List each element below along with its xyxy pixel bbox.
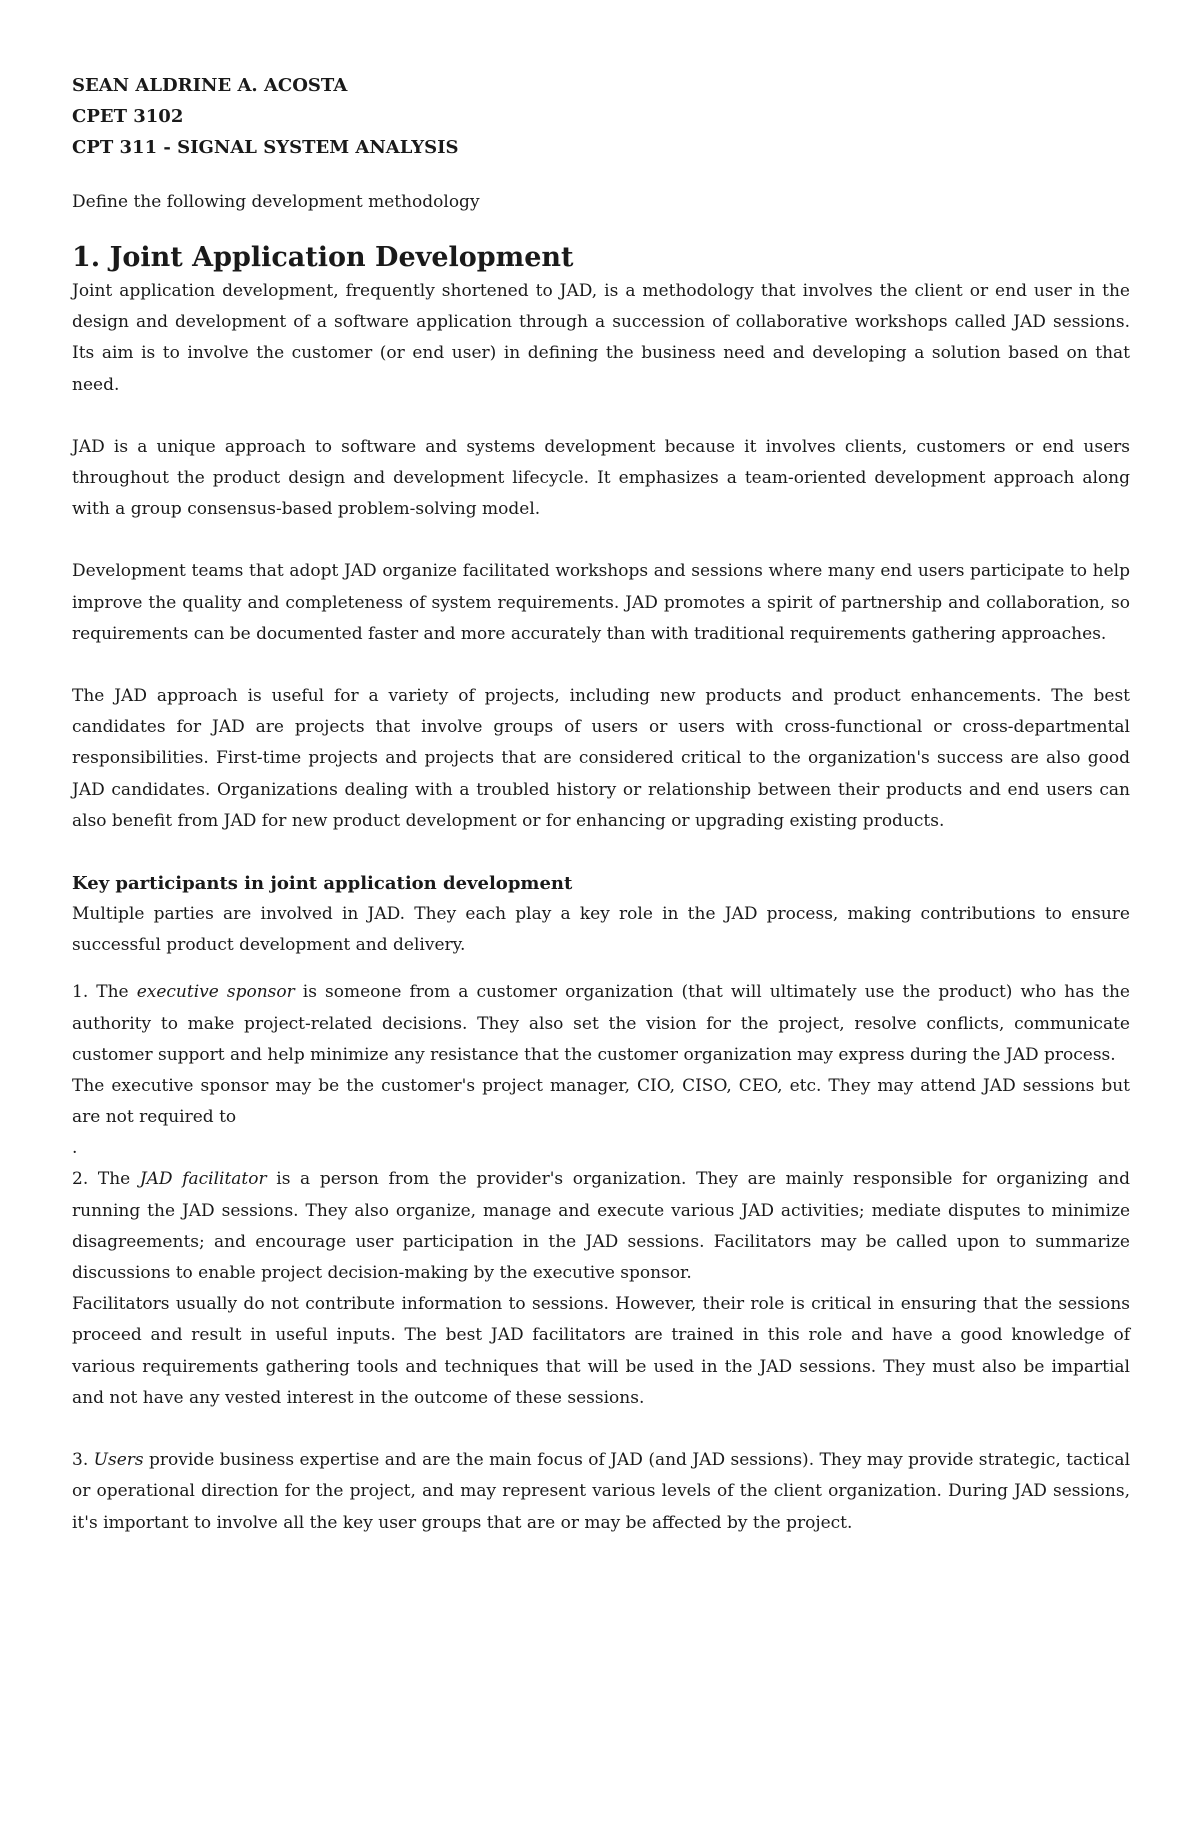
item-prefix: 1. The (72, 982, 137, 1003)
document-page (72, 70, 1130, 1539)
participants-intro: Multiple parties are involved in JAD. They each play a key role in the JAD process, making contributions to ensure successful product development and delivery. (72, 904, 1130, 956)
body-paragraph: Joint application development, frequently shortened to JAD, is a methodology that involves the client or end user in the design and development of a software application through a succession of collaborative workshops called JAD sessions. Its aim is to involve the customer (or end user) in defining the business need and developing a solution based on that need. (72, 281, 1130, 395)
body-paragraph: JAD is a unique approach to software and systems development because it involves clients, customers or end users throughout the product design and development lifecycle. It emphasizes a team-oriented development approach along with a group consensus-based problem-solving model. (72, 436, 1130, 520)
participant-item-extra: Facilitators usually do not contribute information to sessions. However, their role is critical in ensuring that the sessions proceed and result in useful inputs. The best JAD facilitators are trained in this role and have a good knowledge of various requirements gathering tools and techniques that will be used in the JAD sessions. They must also be impartial and not have any vested interest in the outcome of these sessions. (72, 1294, 1130, 1408)
body-paragraph: Development teams that adopt JAD organize facilitated workshops and sessions where many end users participate to help improve the quality and completeness of system requirements. JAD promotes a spirit of partnership and collaboration, so requirements can be documented faster and more accurately than with traditional requirements gathering approaches. (72, 561, 1130, 644)
item-text: provide business expertise and are the main focus of JAD (and JAD sessions). They may provide strategic, tactical or operational direction for the project, and may represent various levels of the client organization. During JAD sessions, it's important to involve all the key user groups that are or may be affected by the project. (72, 1450, 1131, 1533)
instruction-text: Define the following development methodology (72, 192, 480, 212)
participant-item-extra: The executive sponsor may be the customer's project manager, CIO, CISO, CEO, etc. They may attend JAD sessions but are not required to (72, 1076, 1130, 1128)
course-title: CPT 311 - SIGNAL SYSTEM ANALYSIS (72, 137, 459, 158)
item-prefix: 3. (72, 1450, 94, 1471)
item-text: is a person from the provider's organization. They are mainly responsible for organizing and running the JAD sessions. They also organize, manage and execute various JAD activities; mediate disputes to minimize disagreements; and encourage user participation in the JAD sessions. Facilitators may be called upon to summarize discussions to enable project decision-making by the executive sponsor. (72, 1169, 1130, 1284)
author-name: SEAN ALDRINE A. ACOSTA (72, 75, 348, 96)
participants-heading: Key participants in joint application development (72, 873, 573, 895)
item-prefix: 2. The (72, 1169, 140, 1190)
item-term: Users (93, 1450, 144, 1471)
course-code: CPET 3102 (72, 106, 184, 127)
stray-period: . (72, 1138, 78, 1159)
section-title: 1. Joint Application Development (72, 242, 574, 273)
participant-item-executive-sponsor (72, 977, 1130, 1071)
item-term: JAD facilitator (139, 1169, 267, 1190)
item-text: is someone from a customer organization (that will ultimately use the product) who has the authority to make project-related decisions. They also set the vision for the project, resolve conflicts, communicate customer support and help minimize any resistance that the customer organization may express during the JAD process. (72, 982, 1130, 1065)
item-term: executive sponsor (136, 982, 295, 1003)
participant-item-jad-facilitator (72, 1164, 1130, 1289)
body-paragraph: The JAD approach is useful for a variety of projects, including new products and product enhancements. The best candidates for JAD are projects that involve groups of users or users with cross-functional or cross-departmental responsibilities. First-time projects and projects that are considered critical to the organization's success are also good JAD candidates. Organizations dealing with a troubled history or relationship between their products and end users can also benefit from JAD for new product development or for enhancing or upgrading existing products. (72, 686, 1130, 831)
participant-item-users (72, 1445, 1130, 1539)
